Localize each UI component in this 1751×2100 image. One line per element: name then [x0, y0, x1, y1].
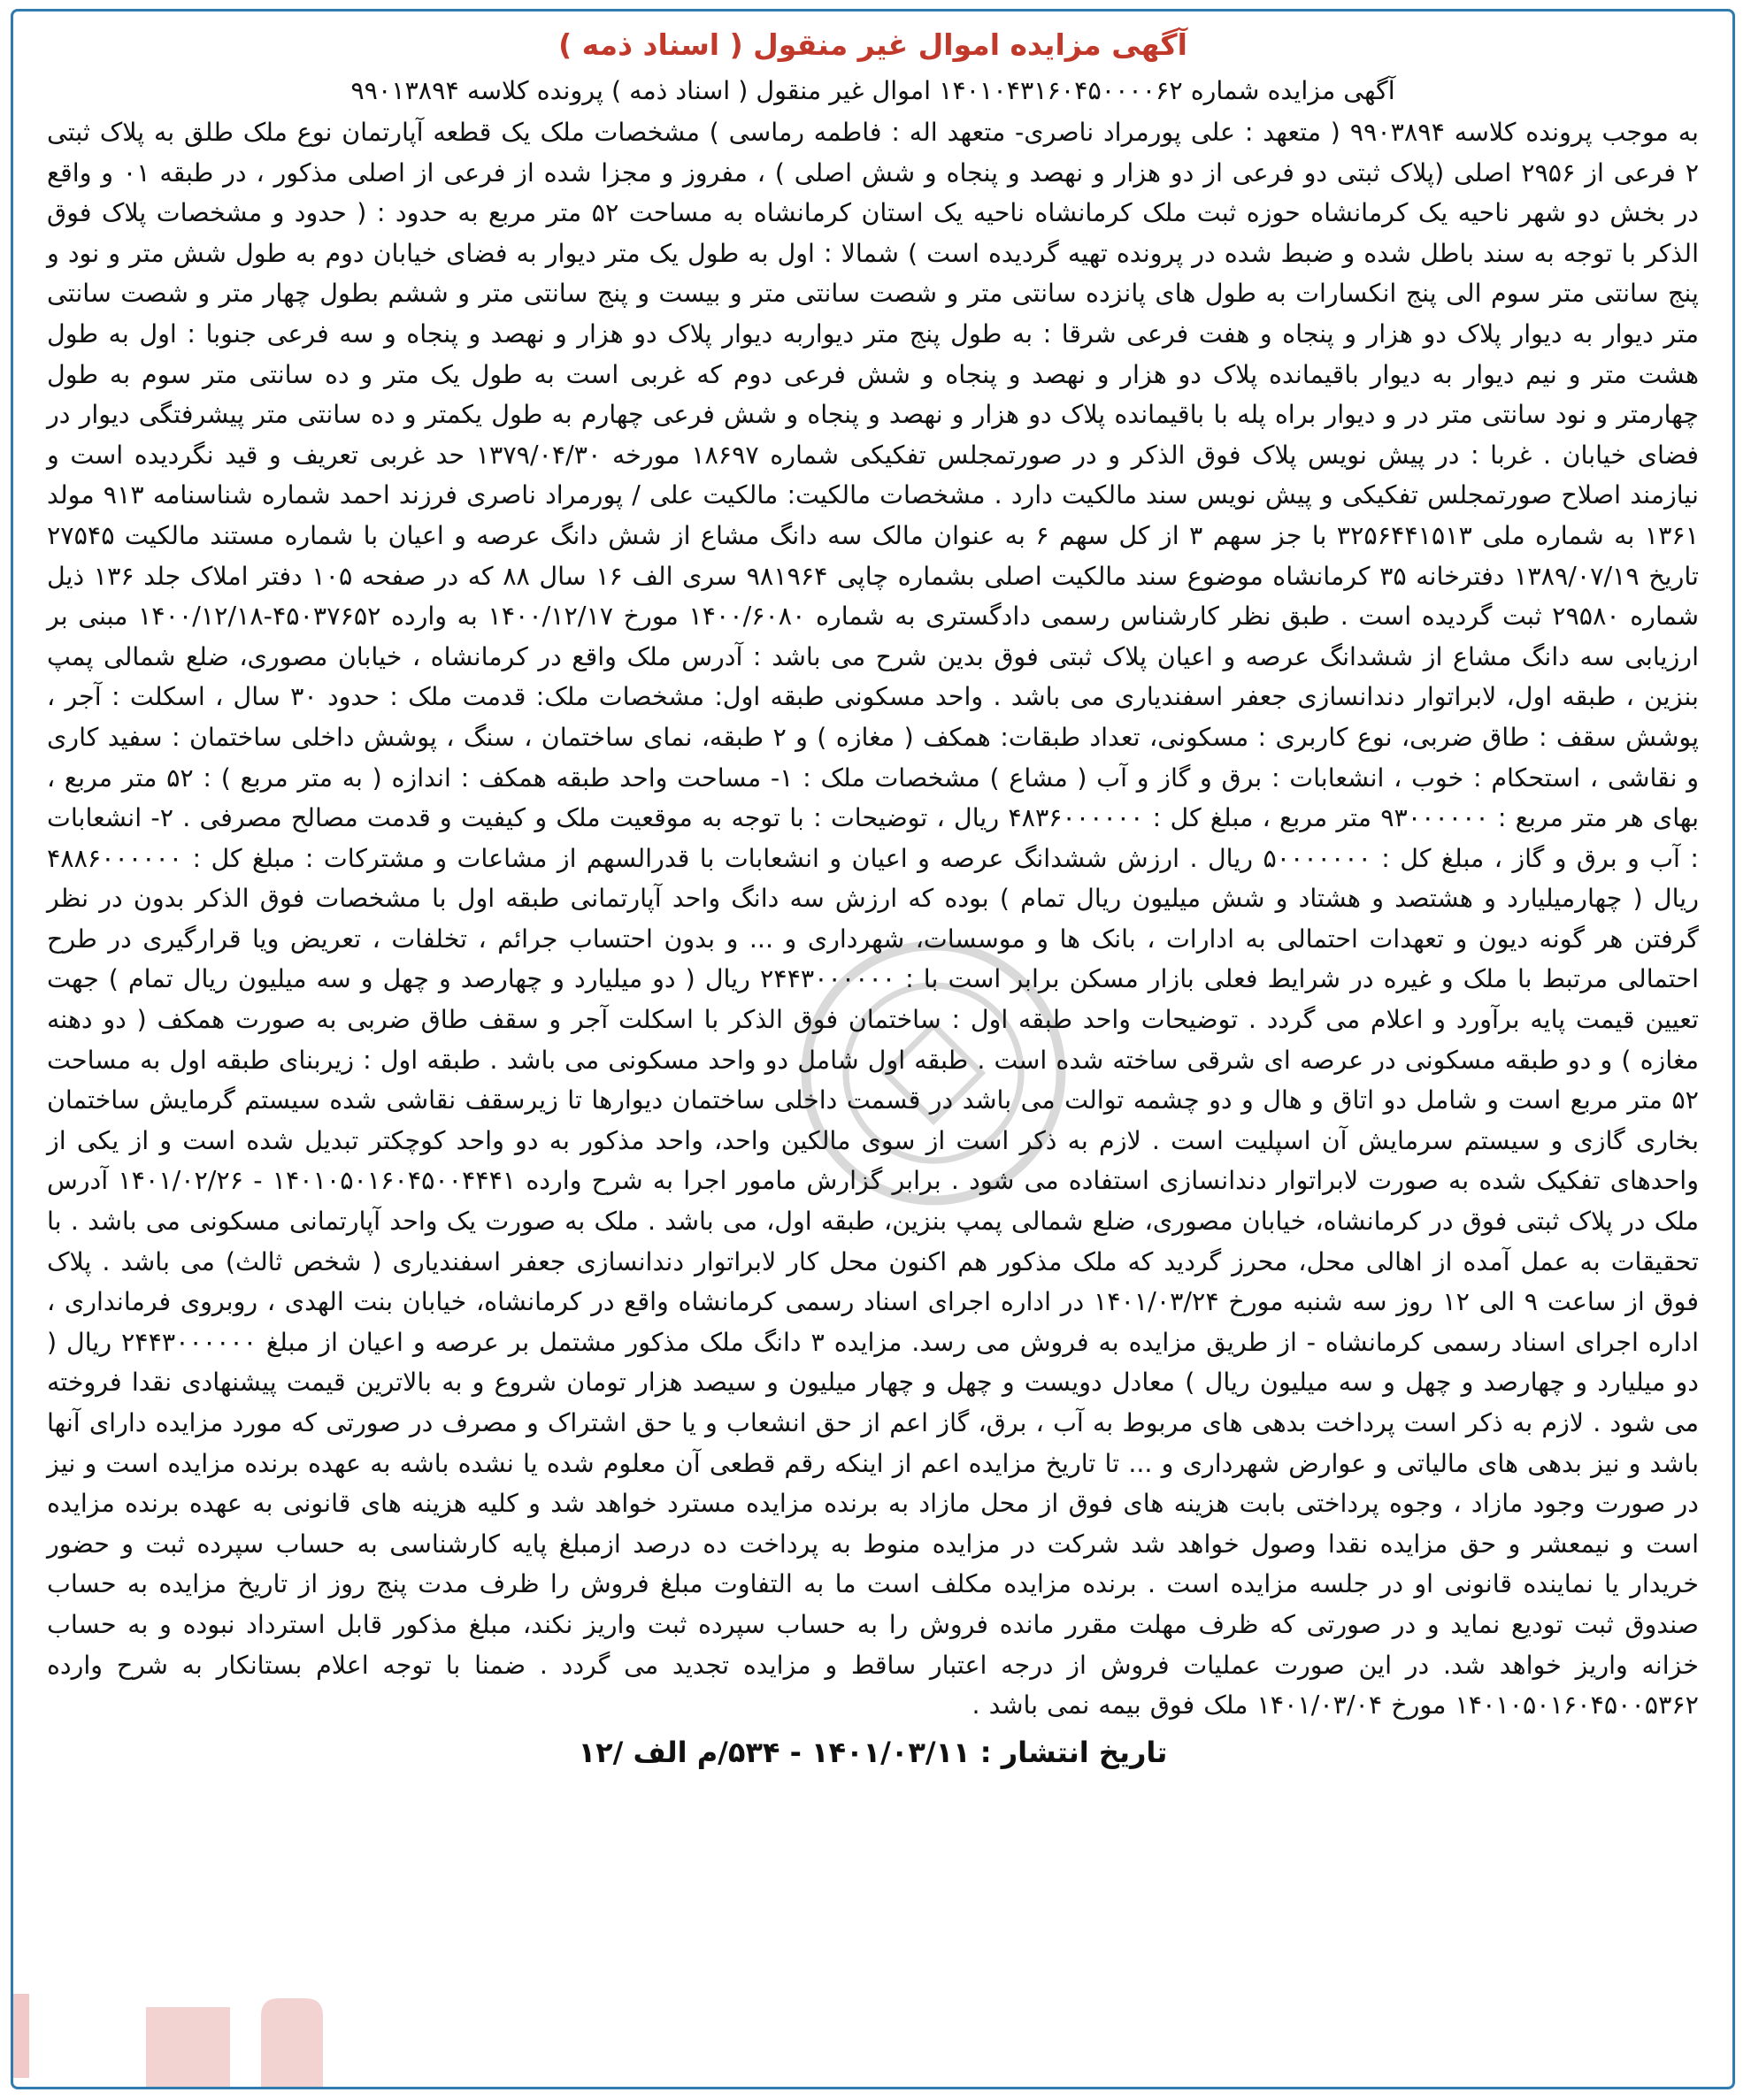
- notice-title: آگهی مزایده اموال غیر منقول ( اسناد ذمه ): [558, 27, 1187, 62]
- notice-frame: [11, 9, 1735, 2089]
- deco-bar-left: [13, 1994, 29, 2078]
- notice-subtitle: آگهی مزایده شماره ۱۴۰۱۰۴۳۱۶۰۴۵۰۰۰۰۶۲ اموال غیر منقول ( اسناد ذمه ) پرونده کلاسه ۹۹۰۱۳۸۹۴: [350, 76, 1395, 105]
- notice-content: [47, 24, 1699, 2074]
- publication-date: تاریخ انتشار : ۱۴۰۱/۰۳/۱۱ - ۵۳۴/م الف /۱۲: [578, 1735, 1168, 1769]
- notice-body: به موجب پرونده کلاسه ۹۹۰۳۸۹۴ ( متعهد : علی پورمراد ناصری- متعهد اله : فاطمه رماسی ) مشخصات ملک یک قطعه آپارتمان نوع ملک طلق به پلاک ثبتی ۲ فرعی از ۲۹۵۶ اصلی (پلاک ثبتی دو فرعی از دو هزار و نهصد و پنجاه و شش اصلی ) ، مفروز و مجزا شده از فرعی از اصلی مذکور ، در طبقه ۰۱ و واقع در بخش دو شهر ناحیه یک کرمانشاه حوزه ثبت ملک کرمانشاه ناحیه یک استان کرمانشاه به مساحت ۵۲ متر مربع به حدود : ( حدود و مشخصات پلاک فوق الذکر با توجه به سند باطل شده و ضبط شده در پرونده تهیه گردیده است ) شمالا : اول به طول یک متر دیوار به فضای خیابان دوم به طول شش متر و نود و پنج سانتی متر سوم الی پنج انکسارات به طول های پانزده سانتی متر و شصت سانتی متر و بیست و پنج سانتی متر و ششم بطول چهار متر و شصت سانتی متر دیوار به دیوار پلاک دو هزار و پنجاه و هفت فرعی شرقا : به طول پنج متر دیواربه دیوار پلاک دو هزار و نهصد و پنجاه و سه فرعی جنوبا : اول به طول هشت متر و نیم دیوار به دیوار باقیمانده پلاک دو هزار و نهصد و پنجاه و شش فرعی دوم که غربی است به طول یک متر و ده سانتی متر سوم به طول چهارمتر و نود سانتی متر در و دیوار براه پله با باقیمانده پلاک دو هزار و نهصد و پنجاه و شش فرعی چهارم به طول یکمتر و ده سانتی متر پیشرفتگی دیوار در فضای خیابان . غربا : در پیش نویس پلاک فوق الذکر و در صورتمجلس تفکیکی شماره ۱۸۶۹۷ مورخه ۱۳۷۹/۰۴/۳۰ حد غربی تعریف و قید نگردیده است و نیازمند اصلاح صورتمجلس تفکیکی و پیش نویس سند مالکیت دارد . مشخصات مالکیت: مالکیت علی / پورمراد ناصری فرزند احمد شماره شناسنامه ۹۱۳ مولد ۱۳۶۱ به شماره ملی ۳۲۵۶۴۴۱۵۱۳ با جز سهم ۳ از کل سهم ۶ به عنوان مالک سه دانگ مشاع از شش دانگ عرصه و اعیان با شماره مستند مالکیت ۲۷۵۴۵ تاریخ ۱۳۸۹/۰۷/۱۹ دفترخانه ۳۵ کرمانشاه موضوع سند مالکیت اصلی بشماره چاپی ۹۸۱۹۶۴ سری الف ۱۶ سال ۸۸ که در صفحه ۱۰۵ دفتر املاک جلد ۱۳۶ ذیل شماره ۲۹۵۸۰ ثبت گردیده است . طبق نظر کارشناس رسمی دادگستری به شماره ۱۴۰۰/۶۰۸۰ مورخ ۱۴۰۰/۱۲/۱۷ به وارده ۴۵۰۳۷۶۵۲-۱۴۰۰/۱۲/۱۸ مبنی بر ارزیابی سه دانگ مشاع از ششدانگ عرصه و اعیان پلاک ثبتی فوق بدین شرح می باشد : آدرس ملک واقع در کرمانشاه ، خیابان مصوری، ضلع شمالی پمپ بنزین ، طبقه اول، لابراتوار دندانسازی جعفر اسفندیاری می باشد . واحد مسکونی طبقه اول: مشخصات ملک: قدمت ملک : حدود ۳۰ سال ، اسکلت : آجر ، پوشش سقف : طاق ضربی، نوع کاربری : مسکونی، تعداد طبقات: همکف ( مغازه ) و ۲ طبقه، نمای ساختمان ، سنگ ، پوشش داخلی ساختمان : سفید کاری و نقاشی ، استحکام : خوب ، انشعابات : برق و گاز و آب ( مشاع ) مشخصات ملک : ۱- مساحت واحد طبقه همکف : اندازه ( به متر مربع ) : ۵۲ متر مربع ، بهای هر متر مربع : ۹۳۰۰۰۰۰۰ متر مربع ، مبلغ کل : ۴۸۳۶۰۰۰۰۰۰ ریال ، توضیحات : با توجه به موقعیت ملک و کیفیت و قدمت مصالح مصرفی . ۲- انشعابات : آب و برق و گاز ، مبلغ کل : ۵۰۰۰۰۰۰۰ ریال . ارزش ششدانگ عرصه و اعیان و انشعابات با قدرالسهم از مشاعات و مشترکات : مبلغ کل : ۴۸۸۶۰۰۰۰۰۰ ریال ( چهارمیلیارد و هشتصد و هشتاد و شش میلیون ریال تمام ) بوده که ارزش سه دانگ واحد آپارتمانی طبقه اول با مشخصات فوق الذکر بدون در نظر گرفتن هر گونه دیون و تعهدات احتمالی به ادارات ، بانک ها و موسسات، شهرداری و ... و بدون احتساب جرائم ، تخلفات ، تعریض ویا قرارگیری در طرح احتمالی مرتبط با ملک و غیره در شرایط فعلی بازار مسکن برابر است با : ۲۴۴۳۰۰۰۰۰۰ ریال ( دو میلیارد و چهارصد و چهل و سه میلیون ریال تمام ) جهت تعیین قیمت پایه برآورد و اعلام می گردد . توضیحات واحد طبقه اول : ساختمان فوق الذکر با اسکلت آجر و سقف طاق ضربی به صورت همکف ( دو دهنه مغازه ) و دو طبقه مسکونی در عرصه ای شرقی ساخته شده است . طبقه اول شامل دو واحد مسکونی می باشد . طبقه اول : زیربنای طبقه اول به مساحت ۵۲ متر مربع است و شامل دو اتاق و هال و دو چشمه توالت می باشد در قسمت داخلی ساختمان دیوارها تا زیرسقف نقاشی شده سیستم گرمایش ساختمان بخاری گازی و سیستم سرمایش آن اسپلیت است . لازم به ذکر است از سوی مالکین واحد، واحد مذکور به دو واحد کوچکتر تبدیل شده است و از یکی از واحدهای تفکیک شده به صورت لابراتوار دندانسازی استفاده می شود . برابر گزارش مامور اجرا به شرح وارده ۱۴۰۱۰۵۰۱۶۰۴۵۰۰۴۴۴۱ - ۱۴۰۱/۰۲/۲۶ آدرس ملک در پلاک ثبتی فوق در کرمانشاه، خیابان مصوری، ضلع شمالی پمپ بنزین، طبقه اول، می باشد . ملک به صورت یک واحد آپارتمانی مسکونی می باشد . با تحقیقات به عمل آمده از اهالی محل، محرز گردید که ملک مذکور هم اکنون محل کار لابراتوار دندانسازی جعفر اسفندیاری ( شخص ثالث) می باشد . پلاک فوق از ساعت ۹ الی ۱۲ روز سه شنبه مورخ ۱۴۰۱/۰۳/۲۴ در اداره اجرای اسناد رسمی کرمانشاه واقع در کرمانشاه، خیابان بنت الهدی ، روبروی فرمانداری ، اداره اجرای اسناد رسمی کرمانشاه - از طریق مزایده به فروش می رسد. مزایده ۳ دانگ ملک مذکور مشتمل بر عرصه و اعیان از مبلغ ۲۴۴۳۰۰۰۰۰۰ ریال ( دو میلیارد و چهارصد و چهل و سه میلیون ریال ) معادل دویست و چهل و چهار میلیون و سیصد هزار تومان شروع و به بالاترین قیمت پیشنهادی نقدا فروخته می شود . لازم به ذکر است پرداخت بدهی های مربوط به آب ، برق، گاز اعم از حق انشعاب و یا حق اشتراک و مصرف در صورتی که مورد مزایده دارای آنها باشد و نیز بدهی های مالیاتی و عوارض شهرداری و ... تا تاریخ مزایده اعم از اینکه رقم قطعی آن معلوم شده یا نشده باشه به عهده برنده مزایده است و نیز در صورت وجود مازاد ، وجوه پرداختی بابت هزینه های فوق از محل مازاد به برنده مزایده مسترد خواهد شد و کلیه هزینه های قانونی به عهده برنده مزایده است و نیمعشر و حق مزایده نقدا وصول خواهد شد شرکت در مزایده منوط به پرداخت ده درصد ازمبلغ پایه کارشناسی به حساب سپرده ثبت و حضور خریدار یا نماینده قانونی او در جلسه مزایده است . برنده مزایده مکلف است ما به التفاوت مبلغ فروش را ظرف مدت پنج روز از تاریخ مزایده به حساب صندوق ثبت تودیع نماید و در صورتی که ظرف مهلت مقرر مانده فروش را به حساب سپرده ثبت واریز نکند، مبلغ مذکور قابل استرداد نبوده و به حساب خزانه واریز خواهد شد. در این صورت عملیات فروش از درجه اعتبار ساقط و مزایده تجدید می گردد . ضمنا با توجه اعلام بستانکار به شرح وارده ۱۴۰۱۰۵۰۱۶۰۴۵۰۰۵۳۶۲ مورخ ۱۴۰۱/۰۳/۰۴ ملک فوق بیمه نمی باشد .: [47, 118, 1700, 1721]
